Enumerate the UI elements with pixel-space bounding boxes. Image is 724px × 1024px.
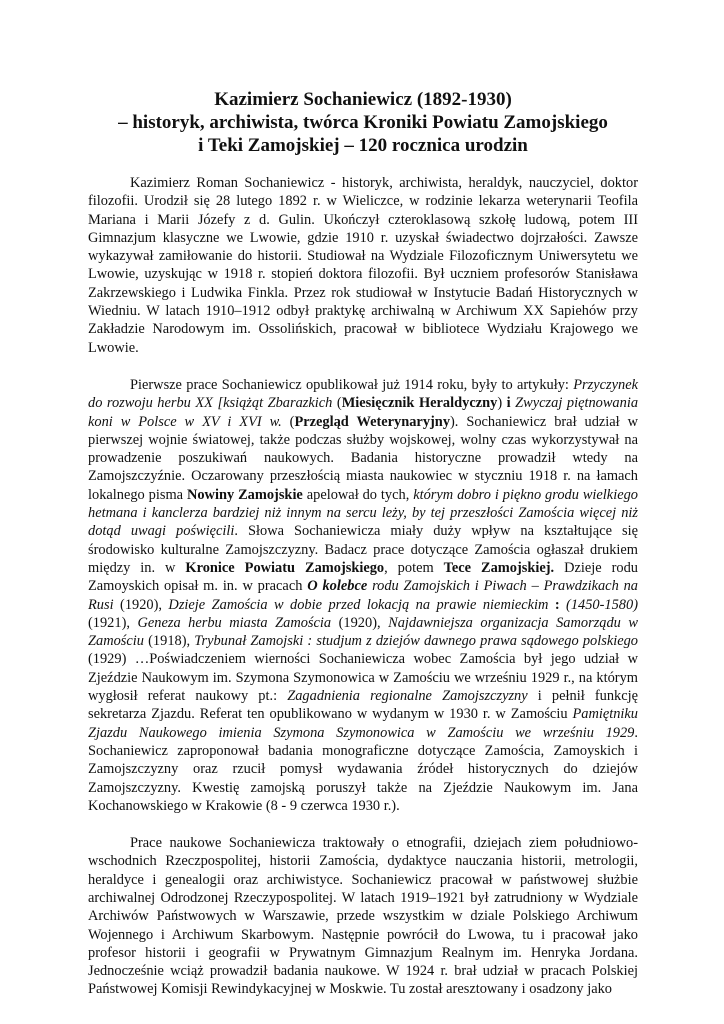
document-body — [88, 174, 638, 999]
body-paragraph — [88, 376, 638, 815]
title-years: 1892-1930 — [423, 89, 506, 110]
italic-title-run: Najdawniejsza organizacja Samorządu w Zamościu — [88, 614, 638, 650]
title-line-1: Kazimierz Sochaniewicz (1892-1930) — [214, 89, 512, 110]
bold-title-run: Miesięcznik Heraldyczny — [341, 395, 498, 412]
text-run: , potem — [384, 559, 444, 576]
text-run: Prace naukowe Sochaniewicza traktowały o etnografii, dziejach ziem południowo-wschodnich Rzeczpospolitej, historii Zamościa, dydaktyce nauczania historii, metrologii, heraldyce i genealogii oraz archiwistyce. Sochaniewicz pracował w państwowej służbie archiwalnej Odrodzonej Rzeczypospolitej. W latach 1919–1921 był zatrudniony w Wydziale Archiwów Państwowych w Warszawie, przede wszystkim w dziale Polskiego Archiwum Wojennego i Archiwum Skarbowym. Następnie powrócił do Lwowa, tu i pracował jako profesor historii i geografii w Prywatnym Gimnazjum Realnym im. Henryka Jordana. Jednocześnie wciąż prowadził badania naukowe. W 1924 r. brał udział w pracach Polskiej Państwowej Komisji Rewindykacyjnej w Moskwie. Tu został aresztowany i osadzony jako — [88, 835, 638, 998]
bold-title-run: Tece Zamojskiej. — [443, 559, 555, 576]
text-run: ). Sochaniewicz brał udział w pierwszej wojnie światowej, także podczas służby wojskowej, wolny czas wykorzystywał na prowadzenie poszukiwań naukowych. Badania historyczne prowadził wtedy na Zamojszczyźnie. Oczarowany przeszłością miasta naukowiec w styczniu 1918 r. na łamach lokalnego pisma — [88, 413, 639, 503]
text-run: . Sochaniewicz zaproponował badania monograficzne dotyczące Zamościa, Zamoyskich i Zamojszczyzny oraz rzucił pomysł wydawania źródeł historycznych do dziejów Zamojszczyzny. Kwestię zamojską poruszył także na Zjeździe Naukowym im. Jana Kochanowskiego w Krakowie (8 - 9 czerwca 1930 r.). — [88, 724, 638, 814]
document-title — [88, 88, 638, 157]
title-line-2: – historyk, archiwista, twórca Kroniki Powiatu Zamojskiego — [118, 112, 608, 133]
bold-title-run: i — [506, 395, 511, 412]
bold-title-run: : — [554, 596, 560, 613]
bold-title-run: Nowiny Zamojskie — [186, 486, 303, 503]
italic-title-run: Zagadnienia regionalne Zamojszczyzny — [287, 688, 528, 705]
text-run: apelował do tych, — [302, 486, 414, 503]
bold-title-run: Przegląd Weterynaryjny — [294, 413, 451, 430]
body-paragraph — [88, 174, 638, 357]
title-name: Kazimierz Sochaniewicz — [214, 89, 413, 110]
bold-title-run: Kronice Powiatu Zamojskiego — [185, 559, 385, 576]
italic-title-run: rodu Zamojskich i Piwach – Prawdzikach na Rusi — [88, 578, 638, 613]
text-run: (1920), — [113, 596, 169, 613]
italic-title-run: (1450-1580) — [559, 596, 638, 613]
text-run: Kazimierz Roman Sochaniewicz - historyk, archiwista, heraldyk, nauczyciel, doktor filozofii. Urodził się 28 lutego 1892 r. w Wieliczce, w rodzinie lekarza weterynarii Teofila Mariana i Marii Józefy z d. Gulin. Ukończył czteroklasową szkołę ludową, potem III Gimnazjum klasyczne we Lwowie, gdzie 1910 r. uzyskał świadectwo dojrzałości. Zawsze wykazywał zamiłowanie do historii. Studiował na Wydziale Filozoficznym Uniwersytetu we Lwowie, uzyskując w 1918 r. stopień doktora filozofii. Był uczniem profesorów Stanisława Zakrzewskiego i Ludwika Finkla. Przez rok studiował w Instytucie Badań Historycznych w Wiedniu. W latach 1910–1912 odbył praktykę archiwalną w Archiwum XX Sapiehów przy Zakładzie Narodowym im. Ossolińskich, pracował w bibliotece Wydziału Krajowego we Lwowie. — [88, 175, 638, 356]
italic-title-run: Trybunał Zamojski : studjum z dziejów dawnego prawa sądowego polskiego — [194, 633, 638, 650]
text-run: (1929) …Poświadczeniem wierności Sochaniewicza wobec Zamościa był jego udział w Zjeździe Naukowym im. Szymona Szymonowica w Zamościu we wrześniu 1929 r., na którym wygłosił referat naukowy pt.: — [88, 651, 638, 705]
text-run: ( — [281, 413, 295, 430]
text-run: ( — [332, 395, 342, 412]
document-page — [88, 88, 638, 999]
italic-title-run: Dzieje Zamościa w dobie przed lokacją na prawie niemieckim — [168, 596, 555, 613]
text-run: Dzieje rodu Zamoyskich opisał m. in. w pracach — [88, 559, 638, 595]
italic-title-run: O kolebce — [307, 578, 368, 595]
italic-title-run: Zwyczaj piętnowania koni w Polsce w XV i XVI w. — [88, 395, 639, 430]
text-run: (1921), — [88, 614, 138, 631]
body-paragraph — [88, 834, 638, 999]
text-run: (1920), — [331, 614, 389, 631]
text-run: (1918), — [143, 633, 195, 650]
italic-title-run: Przyczynek do rozwoju herbu XX [książąt Zbarazkich — [88, 376, 638, 412]
italic-title-run: którym dobro i piękno grodu wielkiego hetmana i kanclerza bardziej niż innym na sercu leży, by tej przeszłości Zamościa więcej niż dotąd uwagi poświęcili — [88, 486, 638, 540]
title-line-3: i Teki Zamojskiej – 120 rocznica urodzin — [198, 135, 528, 156]
text-run: i pełnił funkcję sekretarza Zjazdu. Referat ten opublikowano w wydanym w 1930 r. w Zamościu — [88, 688, 638, 723]
text-run: Pierwsze prace Sochaniewicz opublikował już 1914 roku, były to artykuły: — [130, 376, 574, 393]
text-run: . Słowa Sochaniewicza miały duży wpływ na kształtujące się środowisko kulturalne Zamojszczyzny. Badacz prace dotyczące Zamościa ogłaszał drukiem między in. w — [88, 523, 638, 576]
italic-title-run: Pamiętniku Zjazdu Naukowego imienia Szymona Szymonowica w Zamościu we wrześniu 1929 — [88, 706, 638, 741]
text-run: ) — [497, 395, 507, 412]
italic-title-run: Geneza herbu miasta Zamościa — [137, 614, 332, 631]
